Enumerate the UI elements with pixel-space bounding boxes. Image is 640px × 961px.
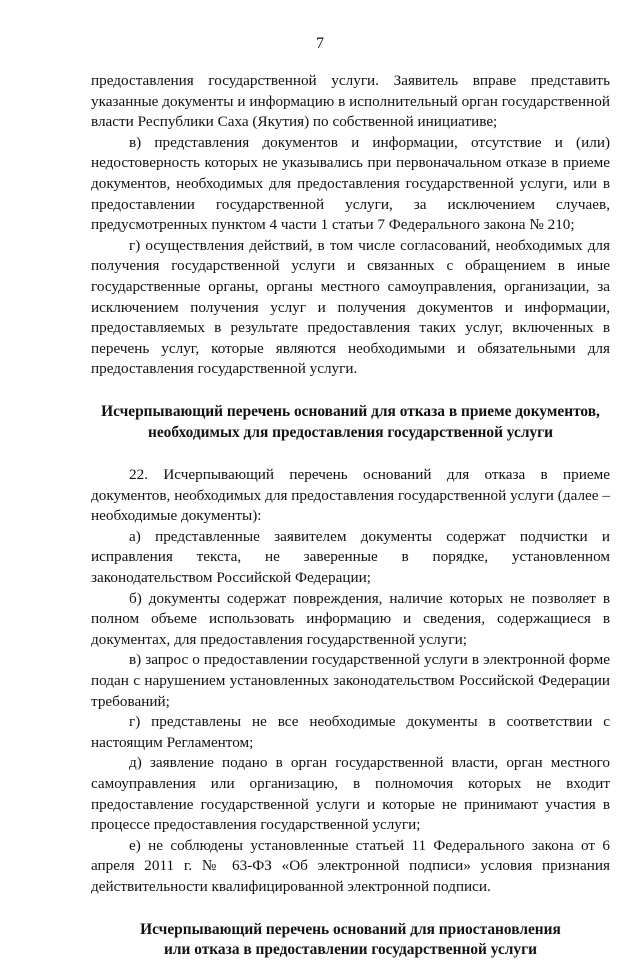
document-body	[91, 71, 610, 961]
paragraph-item-b: б) документы содержат повреждения, наличие которых не позволяет в полном объеме использовать информацию и сведения, содержащиеся в документах, для предоставления государственной услуги;	[91, 589, 610, 648]
page-number: 7	[316, 35, 324, 52]
paragraph-item-v: в) запрос о предоставлении государственной услуги в электронной форме подан с нарушением установленных законодательством Российской Федерации требований;	[91, 651, 610, 710]
heading-line: Исчерпывающий перечень оснований для отказа в приеме документов,	[101, 402, 600, 420]
section-heading-suspension	[91, 920, 610, 961]
paragraph-continuation: предоставления государственной услуги. Заявитель вправе представить указанные документы и информацию в исполнительный орган государственной власти Республики Саха (Якутия) по собственной инициативе;	[91, 72, 610, 131]
paragraph-item-e: е) не соблюдены установленные статьей 11 Федерального закона от 6 апреля 2011 г. № 63-ФЗ «Об электронной подписи» условия признания действительности квалифицированной электронной подписи.	[91, 836, 610, 895]
heading-line: необходимых для предоставления государственной услуги	[147, 423, 554, 441]
paragraph-item-g: г) осуществления действий, в том числе согласований, необходимых для получения государственной услуги и связанных с обращением в иные государственные органы, органы местного самоуправления, организации, за исключением получения услуг и получения документов и информации, предоставляемых в результате предоставления таких услуг, включенных в перечень услуг, которые являются необходимыми и обязательными для предоставления государственной услуги.	[91, 236, 610, 378]
paragraph-item-g: г) представлены не все необходимые документы в соответствии с настоящим Регламентом;	[91, 713, 610, 751]
section-heading-refusal-documents	[91, 402, 610, 443]
heading-line: или отказа в предоставлении государственной услуги	[164, 941, 537, 959]
paragraph-clause-22: 22. Исчерпывающий перечень оснований для отказа в приеме документов, необходимых для предоставления государственной услуги (далее – необходимые документы):	[91, 466, 610, 525]
paragraph-item-d: д) заявление подано в орган государственной власти, орган местного самоуправления или организацию, в полномочия которых не входит предоставление государственной услуги и которые не принимают участия в процессе предоставления государственной услуги;	[91, 754, 610, 834]
paragraph-item-a: а) представленные заявителем документы содержат подчистки и исправления текста, не заверенные в порядке, установленном законодательством Российской Федерации;	[91, 527, 610, 587]
paragraph-item-v: в) представления документов и информации, отсутствие и (или) недостоверность которых не указывались при первоначальном отказе в приеме документов, необходимых для предоставления государственной услуги, или в предоставлении государственной услуги, за исключением случаев, предусмотренных пунктом 4 части 1 статьи 7 Федерального закона № 210;	[91, 133, 610, 234]
heading-line: Исчерпывающий перечень оснований для приостановления	[140, 920, 561, 938]
